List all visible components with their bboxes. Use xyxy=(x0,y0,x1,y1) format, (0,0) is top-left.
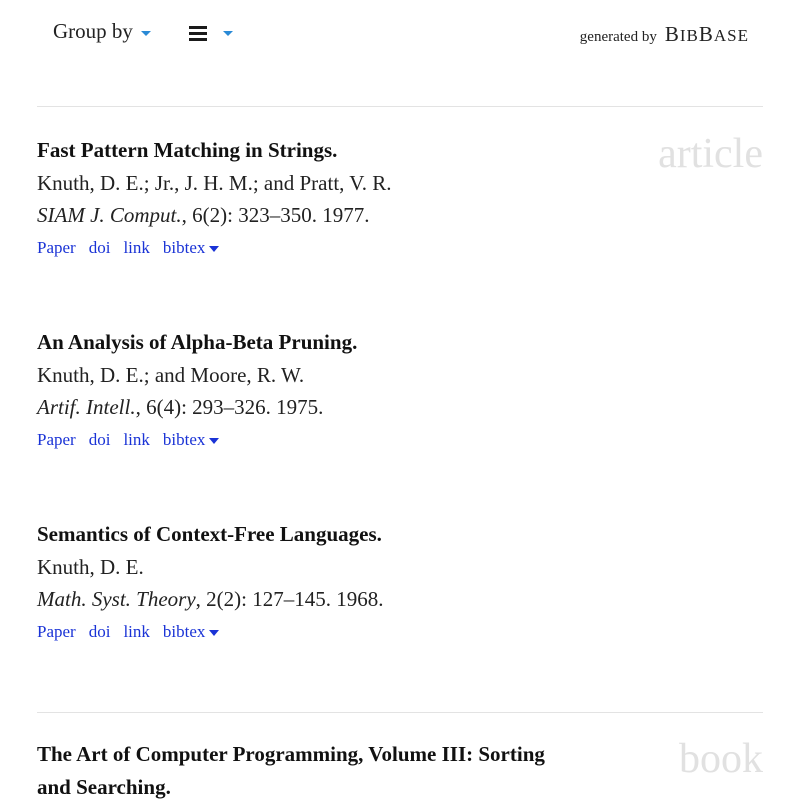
caret-down-icon xyxy=(209,246,219,252)
logo-letters: IB xyxy=(679,26,699,45)
doi-link[interactable]: doi xyxy=(88,238,111,257)
logo-letters: ASE xyxy=(713,26,749,45)
publication-entry xyxy=(37,134,597,265)
caret-down-icon xyxy=(209,438,219,444)
entry-links xyxy=(37,615,597,649)
group-by-label: Group by xyxy=(53,19,133,43)
entry-authors: Knuth, D. E.; Jr., J. H. M.; and Pratt, V. R. xyxy=(37,171,392,195)
paper-link[interactable]: Paper xyxy=(37,238,76,257)
entry-journal: Artif. Intell. xyxy=(37,395,136,419)
entry-venue xyxy=(37,391,597,423)
entry-title: Semantics of Context-Free Languages. xyxy=(37,522,382,546)
caret-down-icon xyxy=(223,31,233,36)
entry-details: , 6(4): 293–326. 1975. xyxy=(135,395,324,419)
link-link[interactable]: link xyxy=(123,622,150,641)
generated-by-text: generated by xyxy=(579,29,657,45)
link-link[interactable]: link xyxy=(123,238,150,257)
bibtex-toggle[interactable] xyxy=(163,423,220,457)
entry-links xyxy=(37,231,597,265)
publication-entry xyxy=(37,738,577,804)
entry-venue xyxy=(37,583,597,615)
bibtex-toggle[interactable] xyxy=(163,615,220,649)
bibtex-toggle[interactable] xyxy=(163,231,220,265)
bibtex-label: bibtex xyxy=(162,238,206,257)
publication-entry xyxy=(37,518,597,649)
hamburger-menu-icon xyxy=(189,25,207,41)
generated-by xyxy=(580,22,749,47)
entry-venue xyxy=(37,199,597,231)
bibbase-logo[interactable] xyxy=(665,22,749,47)
group-divider xyxy=(37,106,763,107)
doi-link[interactable]: doi xyxy=(88,430,111,449)
entry-links xyxy=(37,423,597,457)
bibtex-label: bibtex xyxy=(162,430,206,449)
view-menu-dropdown[interactable] xyxy=(189,25,233,41)
publication-entry xyxy=(37,326,597,457)
group-divider xyxy=(37,712,763,713)
logo-letter: B xyxy=(698,22,714,46)
link-link[interactable]: link xyxy=(123,430,150,449)
caret-down-icon xyxy=(141,31,151,36)
caret-down-icon xyxy=(209,630,219,636)
entry-title: An Analysis of Alpha-Beta Pruning. xyxy=(37,330,358,354)
paper-link[interactable]: Paper xyxy=(37,622,76,641)
group-label-book: book xyxy=(679,736,763,782)
entry-journal: SIAM J. Comput. xyxy=(37,203,182,227)
entry-title: The Art of Computer Programming, Volume III: Sorting and Searching. xyxy=(37,742,545,799)
entry-details: , 6(2): 323–350. 1977. xyxy=(181,203,370,227)
doi-link[interactable]: doi xyxy=(88,622,111,641)
logo-letter: B xyxy=(664,22,680,46)
paper-link[interactable]: Paper xyxy=(37,430,76,449)
toolbar xyxy=(0,0,800,70)
entry-authors: Knuth, D. E. xyxy=(37,555,144,579)
bibtex-label: bibtex xyxy=(162,622,206,641)
entry-journal: Math. Syst. Theory xyxy=(37,587,196,611)
entry-authors: Knuth, D. E.; and Moore, R. W. xyxy=(37,363,305,387)
group-by-dropdown[interactable] xyxy=(53,19,151,44)
group-label-article: article xyxy=(658,131,763,177)
entry-title: Fast Pattern Matching in Strings. xyxy=(37,138,338,162)
entry-details: , 2(2): 127–145. 1968. xyxy=(195,587,384,611)
